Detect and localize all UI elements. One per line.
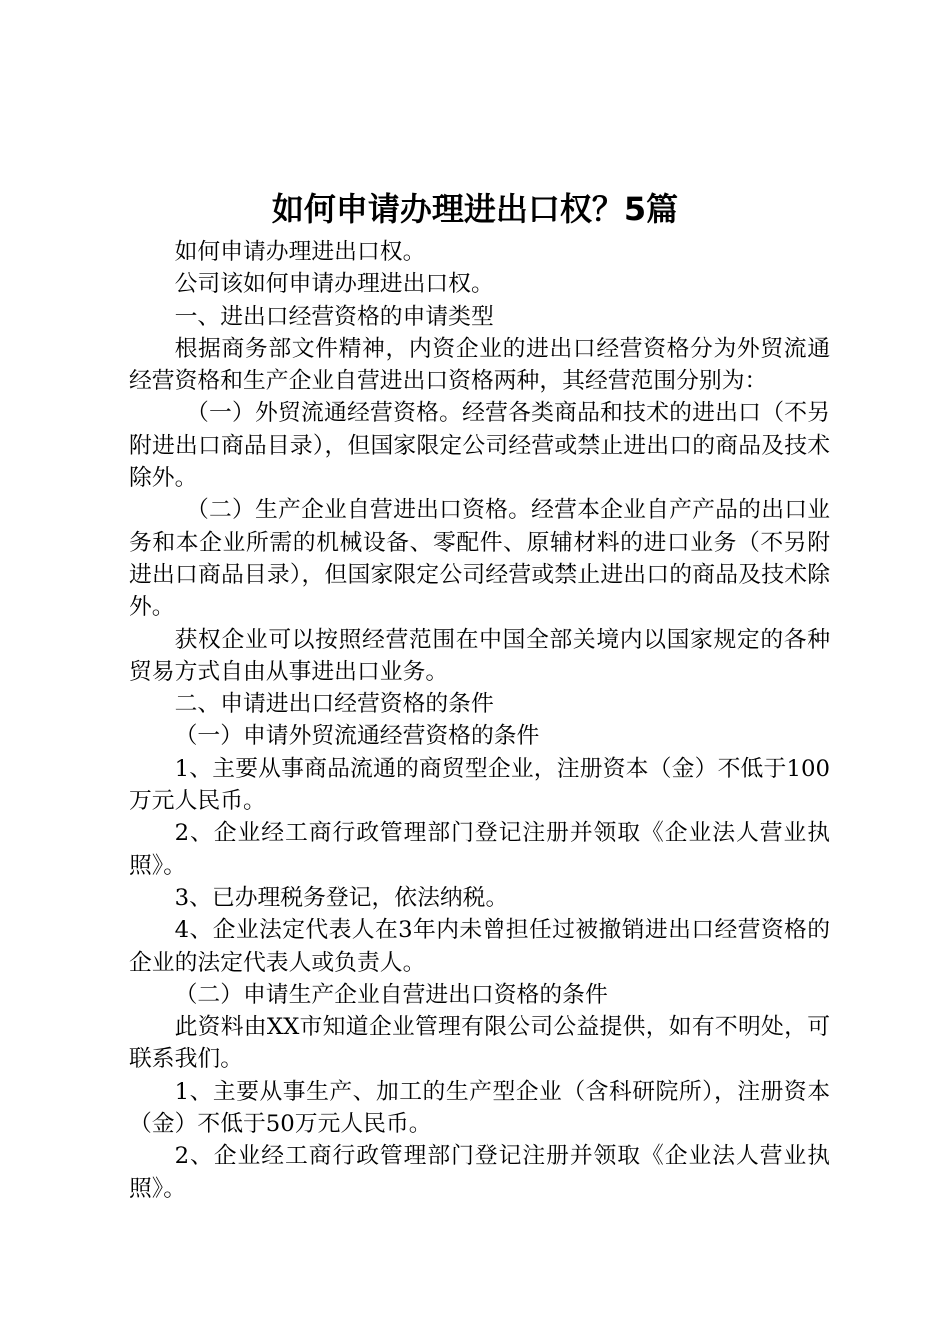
document-body	[129, 236, 830, 1205]
paragraph: 获权企业可以按照经营范围在中国全部关境内以国家规定的各种贸易方式自由从事进出口业务。	[129, 626, 830, 685]
paragraph: 如何申请办理进出口权。	[174, 239, 426, 265]
paragraph: 公司该如何申请办理进出口权。	[174, 271, 494, 298]
paragraph: （二）生产企业自营进出口资格。经营本企业自产产品的出口业务和本企业所需的机械设备、零配件、原辅材料的进口业务（不另附进出口商品目录），但国家限定公司经营或禁止进出口的商品及技术除外。	[129, 497, 830, 621]
paragraph: 根据商务部文件精神，内资企业的进出口经营资格分为外贸流通经营资格和生产企业自营进出口资格两种，其经营范围分别为：	[129, 335, 830, 395]
section-heading: 二、申请进出口经营资格的条件	[174, 691, 494, 718]
paragraph: （一）外贸流通经营资格。经营各类商品和技术的进出口（不另附进出口商品目录），但国家限定公司经营或禁止进出口的商品及技术除外。	[129, 400, 830, 492]
list-item: 4、企业法定代表人在3年内未曾担任过被撤销进出口经营资格的企业的法定代表人或负责人。	[129, 917, 830, 976]
list-item: 1、主要从事生产、加工的生产型企业（含科研院所），注册资本（金）不低于50万元人民币。	[129, 1078, 830, 1138]
section-heading: 一、进出口经营资格的申请类型	[174, 303, 494, 330]
paragraph: 此资料由XX市知道企业管理有限公司公益提供，如有不明处，可联系我们。	[129, 1014, 830, 1073]
list-item: 3、已办理税务登记，依法纳税。	[174, 884, 509, 911]
list-item: 1、主要从事商品流通的商贸型企业，注册资本（金）不低于100万元人民币。	[129, 755, 830, 815]
list-item: 2、企业经工商行政管理部门登记注册并领取《企业法人营业执照》。	[129, 1143, 830, 1202]
subsection-heading: （一）申请外贸流通经营资格的条件	[174, 723, 540, 750]
list-item: 2、企业经工商行政管理部门登记注册并领取《企业法人营业执照》。	[129, 820, 830, 879]
document-title: 如何申请办理进出口权？5篇	[271, 190, 679, 228]
subsection-heading: （二）申请生产企业自营进出口资格的条件	[174, 981, 608, 1008]
